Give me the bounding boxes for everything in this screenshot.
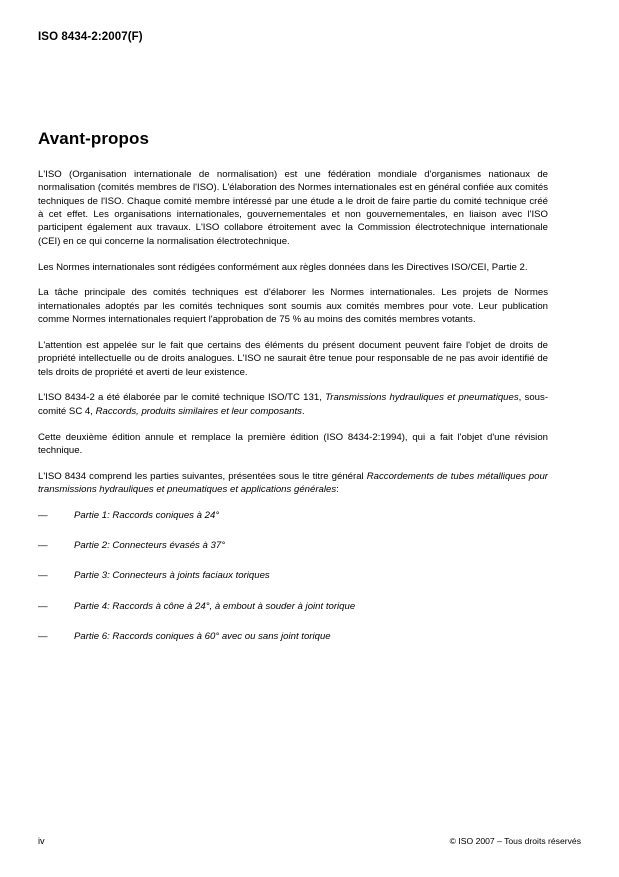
dash-marker-icon: — bbox=[38, 539, 48, 551]
committee-text-lead: L'ISO 8434-2 a été élaborée par le comité technique ISO/TC 131, bbox=[38, 392, 326, 404]
page-number: iv bbox=[38, 836, 45, 846]
list-item-label: Partie 6: Raccords coniques à 60° avec ou sans joint torique bbox=[74, 630, 331, 642]
dash-marker-icon: — bbox=[38, 600, 48, 612]
dash-marker-icon: — bbox=[38, 630, 48, 642]
dash-marker-icon: — bbox=[38, 570, 48, 582]
list-item bbox=[38, 509, 548, 522]
parts-general-title: Raccordements de tubes métalliques pour transmissions hydrauliques et pneumatiques et applications générales bbox=[38, 470, 548, 496]
list-item bbox=[38, 569, 548, 582]
committee-title-secondary: Raccords, produits similaires et leur composants bbox=[95, 405, 302, 417]
paragraph-foreword-4: L'attention est appelée sur le fait que certains des éléments du présent document peuvent faire l'objet de droits de propriété intellectuelle ou de droits analogues. L'ISO ne saurait être tenue pour responsable de ne pas avoir identifié de tels droits de propriété et averti de leur existence. bbox=[38, 339, 548, 378]
paragraph-foreword-1: L'ISO (Organisation internationale de normalisation) est une fédération mondiale d'organismes nationaux de normalisation (comités membres de l'ISO). L'élaboration des Normes internationales est en général confiée aux comités techniques de l'ISO. Chaque comité membre intéressé par une étude a le droit de faire partie du comité technique créé à cet effet. Les organisations internationales, gouvernementales et non gouvernementales, en liaison avec l'ISO participent également aux travaux. L'ISO collabore étroitement avec la Commission électrotechnique internationale (CEI) en ce qui concerne la normalisation électrotechnique. bbox=[38, 169, 548, 247]
paragraph-foreword-2: Les Normes internationales sont rédigées conformément aux règles données dans les Directives ISO/CEI, Partie 2. bbox=[38, 261, 528, 273]
document-body bbox=[38, 129, 548, 660]
document-header-reference: ISO 8434-2:2007(F) bbox=[38, 31, 143, 43]
list-item bbox=[38, 600, 548, 613]
list-item bbox=[38, 539, 548, 552]
parts-intro-lead: L'ISO 8434 comprend les parties suivantes, présentées sous le titre général bbox=[38, 470, 367, 482]
copyright-notice: © ISO 2007 – Tous droits réservés bbox=[449, 836, 581, 846]
parts-list bbox=[38, 509, 548, 644]
list-item-label: Partie 2: Connecteurs évasés à 37° bbox=[74, 539, 226, 551]
committee-text-mid: , sous-comité SC 4, bbox=[38, 392, 549, 417]
paragraph-edition-notice: Cette deuxième édition annule et remplace la première édition (ISO 8434-2:1994), qui a fait l'objet d'une révision technique. bbox=[38, 431, 548, 456]
paragraph-committee bbox=[38, 391, 548, 418]
list-item-label: Partie 4: Raccords à cône à 24°, à embout à souder à joint torique bbox=[74, 600, 356, 612]
committee-text-tail: . bbox=[301, 405, 305, 417]
page-title: Avant-propos bbox=[38, 129, 150, 148]
list-item-label: Partie 1: Raccords coniques à 24° bbox=[74, 509, 220, 521]
page-footer bbox=[38, 836, 581, 850]
dash-marker-icon: — bbox=[38, 509, 48, 521]
list-item bbox=[38, 630, 548, 643]
list-item-label: Partie 3: Connecteurs à joints faciaux toriques bbox=[74, 570, 270, 582]
paragraph-parts-intro bbox=[38, 470, 548, 497]
committee-title-primary: Transmissions hydrauliques et pneumatiques bbox=[325, 392, 519, 404]
parts-intro-tail: : bbox=[336, 484, 339, 496]
paragraph-foreword-3: La tâche principale des comités techniques est d'élaborer les Normes internationales. Les projets de Normes internationales adoptés par les comités techniques sont soumis aux comités membres pour vote. Leur publication comme Normes internationales requiert l'approbation de 75 % au moins des comités membres votants. bbox=[38, 287, 548, 326]
